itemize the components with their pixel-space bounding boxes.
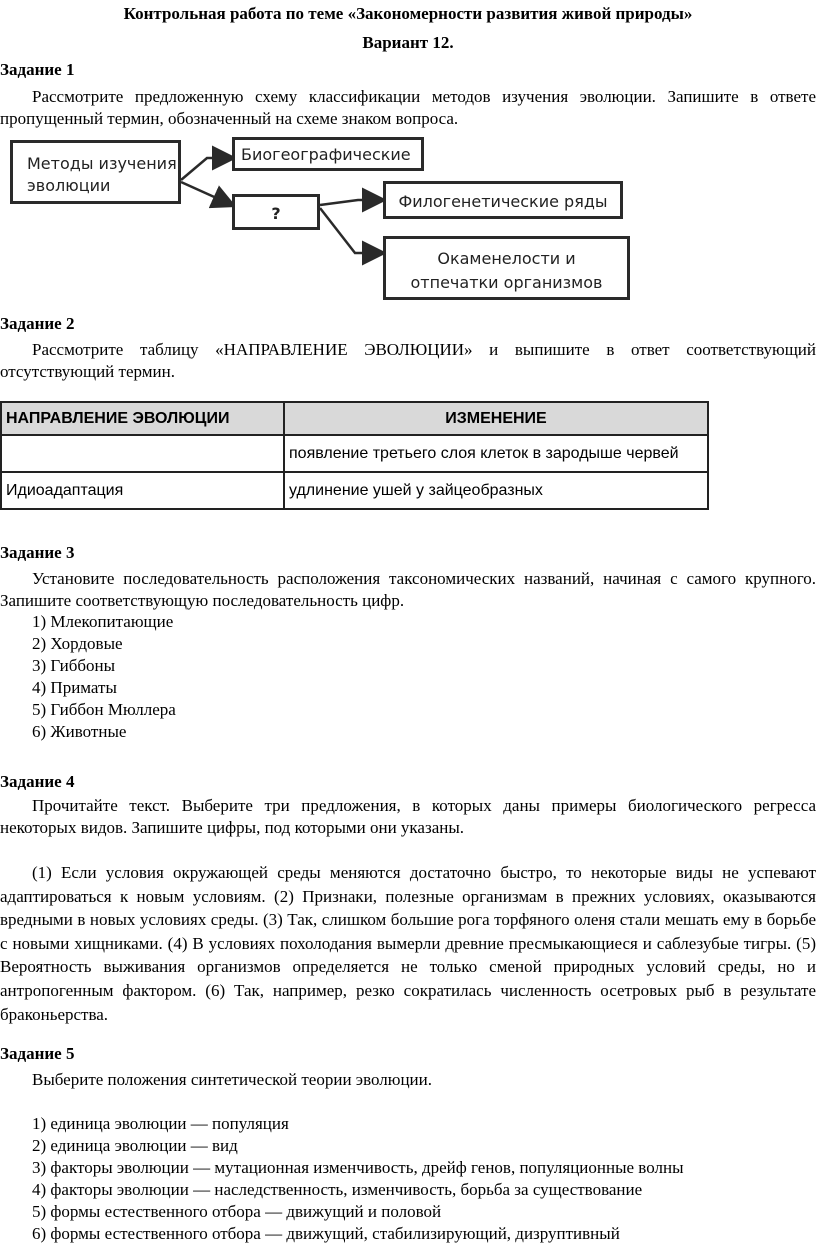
variant-label: Вариант 12.: [362, 33, 454, 52]
list-item: 1) Млекопитающие: [32, 612, 174, 631]
table-cell-change: появление третьего слоя клеток в зародыше червей: [284, 435, 708, 472]
list-item: 4) факторы эволюции — наследственность, изменчивость, борьба за существование: [32, 1180, 643, 1199]
task4-heading: Задание 4: [0, 772, 75, 791]
arrow-to-phylogenetic: [320, 200, 382, 205]
arrow-to-fossils: [320, 208, 382, 253]
list-item: 6) формы естественного отбора — движущий, стабилизирующий, дизруптивный: [32, 1224, 620, 1243]
table-header-row: [1, 402, 708, 435]
task1-text: Рассмотрите предложенную схему классификации методов изучения эволюции. Запишите в ответе пропущенный термин, обозначенный на схеме знаком вопроса.: [0, 87, 816, 128]
arrow-to-unknown: [181, 182, 232, 205]
list-item: 3) факторы эволюции — мутационная изменчивость, дрейф генов, популяционные волны: [32, 1158, 684, 1177]
diagram-root-box: Методы изучения эволюции: [10, 140, 181, 204]
task2-heading: Задание 2: [0, 314, 75, 333]
evolution-direction-table: [0, 401, 709, 510]
table-cell-change: удлинение ушей у зайцеобразных: [284, 472, 708, 509]
list-item: 2) единица эволюции — вид: [32, 1136, 238, 1155]
task2-text: Рассмотрите таблицу «НАПРАВЛЕНИЕ ЭВОЛЮЦИИ» и выпишите в ответ соответствующий отсутствующий термин.: [0, 340, 816, 381]
table-header-change: ИЗМЕНЕНИЕ: [284, 402, 708, 435]
list-item: 4) Приматы: [32, 678, 117, 697]
task1-heading: Задание 1: [0, 60, 75, 79]
diagram-fossils-box: Окаменелости и отпечатки организмов: [383, 236, 630, 300]
task5-text: Выберите положения синтетической теории эволюции.: [32, 1070, 432, 1089]
list-item: 1) единица эволюции — популяция: [32, 1114, 289, 1133]
task4-passage: (1) Если условия окружающей среды меняются достаточно быстро, то некоторые виды не успевают адаптироваться к новым условиям. (2) Признаки, полезные организмам в прежних условиях, оказываются вредными в новых условиях среды. (3) Так, слишком большие рога торфяного оленя стали мешать ему в борьбе с новыми хищниками. (4) В условиях похолодания вымерли древние пресмыкающиеся и саблезубые тигры. (5) Вероятность выживания организмов определяется не только сменой природных условий среды, но и антропогенным фактором. (6) Так, например, резко сократилась численность осетровых рыб в результате браконьерства.: [0, 863, 816, 1024]
task4-text: Прочитайте текст. Выберите три предложения, в которых даны примеры биологического регресса некоторых видов. Запишите цифры, под которыми они указаны.: [0, 796, 816, 837]
list-item: 3) Гиббоны: [32, 656, 116, 675]
diagram-phylogenetic-box: Филогенетические ряды: [383, 181, 623, 219]
list-item: 5) формы естественного отбора — движущий и половой: [32, 1202, 442, 1221]
worksheet-title: Контрольная работа по теме «Закономерности развития живой природы»: [123, 4, 693, 23]
list-item: 6) Животные: [32, 722, 127, 741]
list-item: 5) Гиббон Мюллера: [32, 700, 176, 719]
diagram-unknown-box: ?: [232, 194, 320, 230]
task3-text: Установите последовательность расположения таксономических названий, начиная с самого крупного. Запишите соответствующую последовательность цифр.: [0, 569, 816, 610]
table-cell-direction: [1, 435, 284, 472]
table-row: [1, 472, 708, 509]
task5-heading: Задание 5: [0, 1044, 75, 1063]
diagram-biogeographic-box: Биогеографические: [232, 137, 424, 171]
task3-heading: Задание 3: [0, 543, 75, 562]
table-row: [1, 435, 708, 472]
list-item: 2) Хордовые: [32, 634, 123, 653]
table-header-direction: НАПРАВЛЕНИЕ ЭВОЛЮЦИИ: [1, 402, 284, 435]
table-cell-direction: Идиоадаптация: [1, 472, 284, 509]
arrow-to-biogeographic: [181, 158, 232, 180]
